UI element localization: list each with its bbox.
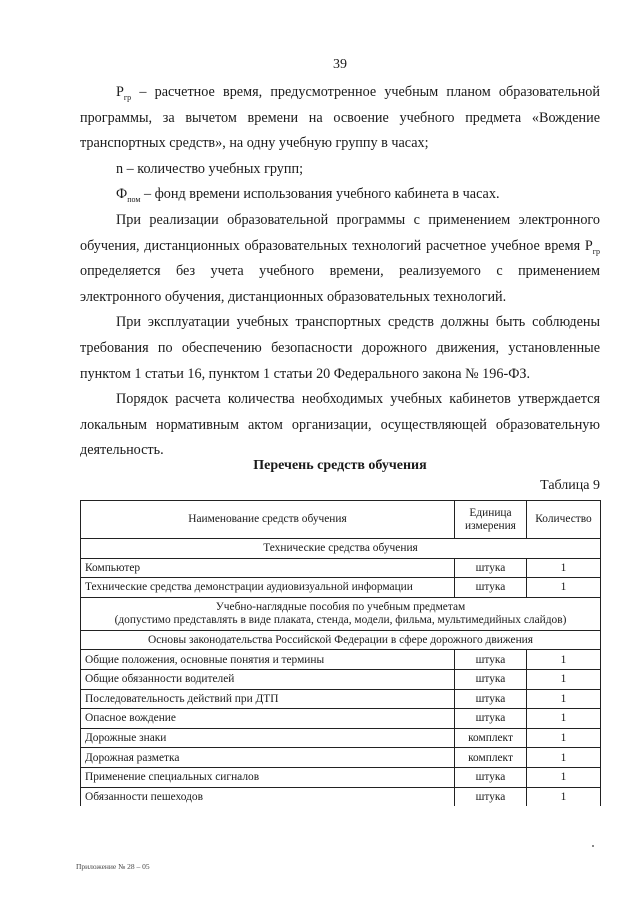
paragraph-rgr-definition bbox=[80, 80, 600, 157]
symbol-f: Ф bbox=[116, 186, 128, 203]
section-line: Учебно-наглядные пособия по учебным предметам bbox=[215, 600, 466, 613]
paragraph-text: При реализации образовательной программы с применением электронного обучения, дистанционных образовательных технологий расчетное учебное время P bbox=[80, 211, 600, 254]
symbol-subscript: гр bbox=[592, 246, 600, 256]
header-unit: Единица измерения bbox=[455, 501, 527, 539]
cell-name: Технические средства демонстрации аудиовизуальной информации bbox=[81, 578, 455, 598]
table-row bbox=[81, 578, 601, 598]
cell-qty: 1 bbox=[527, 669, 601, 689]
cell-name: Последовательность действий при ДТП bbox=[81, 689, 455, 709]
table-header-row bbox=[81, 501, 601, 539]
means-table bbox=[80, 500, 601, 806]
table-row bbox=[81, 669, 601, 689]
list-title: Перечень средств обучения bbox=[253, 458, 427, 473]
cell-unit: комплект bbox=[455, 728, 527, 748]
paragraph-safety: При эксплуатации учебных транспортных средств должны быть соблюдены требования по обеспечению безопасности дорожного движения, установленные пунктом 1 статьи 16, пунктом 1 статьи 20 Федерального закона № 196-ФЗ. bbox=[80, 314, 600, 382]
header-name: Наименование средств обучения bbox=[81, 501, 455, 539]
cell-qty: 1 bbox=[527, 558, 601, 578]
table-row bbox=[81, 689, 601, 709]
symbol-p: P bbox=[116, 84, 124, 100]
cell-unit: штука bbox=[455, 669, 527, 689]
cell-qty: 1 bbox=[527, 709, 601, 729]
paragraph-fpom-definition bbox=[80, 182, 600, 208]
section-visual-aids bbox=[81, 597, 601, 630]
table-row bbox=[81, 748, 601, 768]
cell-qty: 1 bbox=[527, 578, 601, 598]
footer-note: Приложение № 28 – 05 bbox=[76, 862, 150, 871]
cell-qty: 1 bbox=[527, 787, 601, 806]
symbol-subscript: гр bbox=[123, 92, 132, 102]
section-row bbox=[81, 539, 601, 559]
table-row bbox=[81, 650, 601, 670]
table-row bbox=[81, 728, 601, 748]
table-label: Таблица 9 bbox=[540, 478, 600, 493]
cell-qty: 1 bbox=[527, 728, 601, 748]
table-row bbox=[81, 787, 601, 806]
cell-name: Общие положения, основные понятия и термины bbox=[81, 650, 455, 670]
cell-unit: штука bbox=[455, 709, 527, 729]
cell-unit: штука bbox=[455, 578, 527, 598]
symbol-subscript: пом bbox=[127, 195, 141, 205]
cell-qty: 1 bbox=[527, 767, 601, 787]
scan-mark bbox=[592, 845, 594, 847]
cell-name: Дорожная разметка bbox=[81, 748, 455, 768]
cell-unit: комплект bbox=[455, 748, 527, 768]
section-row bbox=[81, 597, 601, 630]
cell-qty: 1 bbox=[527, 689, 601, 709]
paragraph-text: определяется без учета учебного времени, реализуемого с применением электронного обучения, дистанционных образовательных технологий. bbox=[80, 263, 600, 305]
paragraph-n-definition: n – количество учебных групп; bbox=[116, 160, 304, 177]
body-text bbox=[80, 80, 600, 464]
section-technical: Технические средства обучения bbox=[81, 539, 601, 559]
cell-unit: штука bbox=[455, 787, 527, 806]
table-row bbox=[81, 709, 601, 729]
cell-unit: штука bbox=[455, 650, 527, 670]
section-line: (допустимо представлять в виде плаката, стенда, модели, фильма, мультимедийных слайдов) bbox=[114, 613, 567, 626]
page-number: 39 bbox=[333, 57, 347, 72]
section-legislation: Основы законодательства Российской Федерации в сфере дорожного движения bbox=[81, 630, 601, 650]
cell-qty: 1 bbox=[527, 748, 601, 768]
cell-name: Обязанности пешеходов bbox=[81, 787, 455, 806]
paragraph-e-learning bbox=[80, 208, 600, 310]
paragraph-calculation-order: Порядок расчета количества необходимых учебных кабинетов утверждается локальным нормативным актом организации, осуществляющей образовательную деятельность. bbox=[80, 391, 600, 459]
cell-unit: штука bbox=[455, 558, 527, 578]
section-row bbox=[81, 630, 601, 650]
paragraph-text: – расчетное время, предусмотренное учебным планом образовательной программы, за вычетом времени на освоение учебного предмета «Вождение транспортных средств», на одну учебную группу в часах; bbox=[80, 84, 600, 152]
cell-name: Опасное вождение bbox=[81, 709, 455, 729]
cell-unit: штука bbox=[455, 689, 527, 709]
cell-name: Общие обязанности водителей bbox=[81, 669, 455, 689]
header-qty: Количество bbox=[527, 501, 601, 539]
cell-unit: штука bbox=[455, 767, 527, 787]
table-row bbox=[81, 558, 601, 578]
cell-name: Дорожные знаки bbox=[81, 728, 455, 748]
paragraph-text: – фонд времени использования учебного кабинета в часах. bbox=[140, 186, 500, 203]
cell-qty: 1 bbox=[527, 650, 601, 670]
table-row bbox=[81, 767, 601, 787]
cell-name: Применение специальных сигналов bbox=[81, 767, 455, 787]
cell-name: Компьютер bbox=[81, 558, 455, 578]
